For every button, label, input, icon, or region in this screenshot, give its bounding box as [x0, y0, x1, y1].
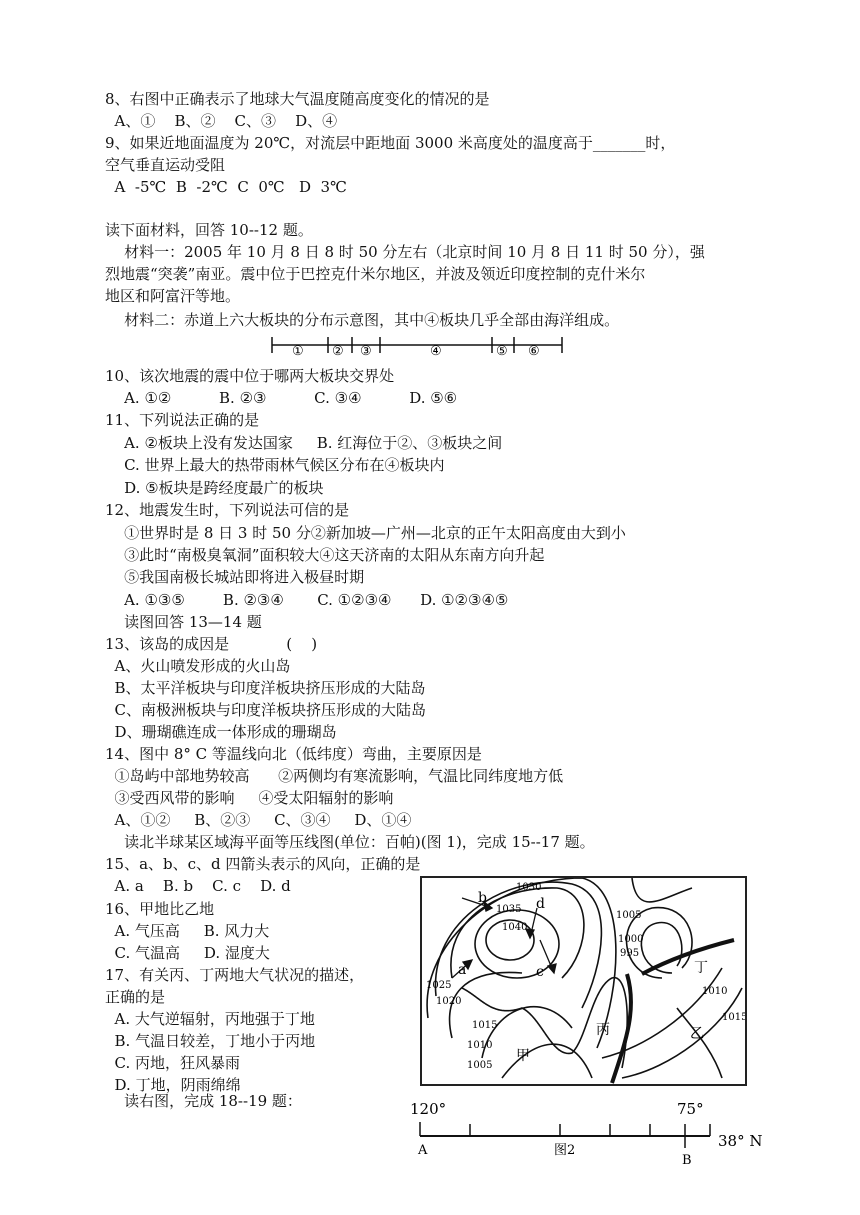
question-8-options: A、① B、② C、③ D、④: [105, 112, 338, 130]
plate-label-4: ④: [430, 344, 442, 359]
isobar-label: 1010: [467, 1040, 493, 1051]
question-9: 9、如果近地面温度为 20℃，对流层中距地面 3000 米高度处的温度高于_______时，: [105, 134, 676, 152]
isobar-label: 1010: [702, 986, 728, 997]
isobar-map: [420, 876, 747, 1086]
plate-label-3: ③: [360, 344, 372, 359]
question-12-line-1: ①世界时是 8 日 3 时 50 分②新加坡—广州—北京的正午太阳高度由大到小: [105, 524, 626, 542]
question-13-a: A、火山喷发形成的火山岛: [105, 657, 291, 675]
material-1-line-3: 地区和阿富汗等地。: [105, 287, 241, 305]
question-9-options: A -5℃ B -2℃ C 0℃ D 3℃: [105, 178, 347, 196]
question-17-cont: 正确的是: [105, 988, 166, 1006]
isobar-label: 1015: [472, 1020, 498, 1031]
question-8: 8、右图中正确表示了地球大气温度随高度变化的情况的是: [105, 90, 490, 108]
figure-2: [410, 1098, 790, 1168]
isobar-label: 1005: [616, 910, 642, 921]
question-17-d: D. 丁地，阴雨绵绵: [105, 1076, 241, 1094]
arrow-label-a: a: [458, 962, 467, 978]
plate-label-5: ⑤: [496, 344, 508, 359]
question-17-b: B. 气温日较差，丁地小于丙地: [105, 1032, 316, 1050]
question-9-cont: 空气垂直运动受阻: [105, 156, 226, 174]
question-16-cd: C. 气温高 D. 湿度大: [105, 944, 270, 962]
intro-10-12: 读下面材料，回答 10--12 题。: [105, 221, 313, 239]
lon-left-label: 120°: [410, 1100, 447, 1118]
question-12-options: A. ①③⑤ B. ②③④ C. ①②③④ D. ①②③④⑤: [105, 591, 509, 609]
latitude-label: 38° N: [718, 1132, 763, 1150]
isobar-label: 1015: [722, 1012, 745, 1023]
question-11: 11、下列说法正确的是: [105, 411, 260, 429]
question-14-line-1: ①岛屿中部地势较高 ②两侧均有寒流影响，气温比同纬度地方低: [105, 767, 564, 785]
place-label-yi: 乙: [690, 1026, 704, 1042]
plate-label-2: ②: [332, 344, 344, 359]
question-16: 16、甲地比乙地: [105, 900, 215, 918]
arrow-label-c: c: [536, 964, 544, 980]
lon-right-label: 75°: [677, 1100, 704, 1118]
question-11-d: D. ⑤板块是跨经度最广的板块: [105, 479, 324, 497]
question-13: 13、该岛的成因是 ( ): [105, 635, 318, 653]
arrow-label-d: d: [536, 896, 545, 912]
question-17-a: A. 大气逆辐射，丙地强于丁地: [105, 1010, 315, 1028]
question-15-options: A. a B. b C. c D. d: [105, 877, 291, 895]
question-11-ab: A. ②板块上没有发达国家 B. 红海位于②、③板块之间: [105, 434, 503, 452]
figure-2-caption: 图2: [554, 1143, 576, 1158]
question-13-d: D、珊瑚礁连成一体形成的珊瑚岛: [105, 723, 337, 741]
material-2: 材料二：赤道上六大板块的分布示意图，其中④板块几乎全部由海洋组成。: [105, 311, 620, 329]
place-label-ding: 丁: [694, 960, 708, 976]
question-14-line-2: ③受西风带的影响 ④受太阳辐射的影响: [105, 789, 394, 807]
intro-13-14: 读图回答 13—14 题: [105, 613, 262, 631]
isobar-label: 1040: [502, 922, 528, 933]
question-14-options: A、①② B、②③ C、③④ D、①④: [105, 811, 412, 829]
arrow-label-b: b: [478, 890, 487, 906]
isobar-label: 1035: [496, 904, 522, 915]
place-label-bing: 丙: [596, 1022, 610, 1038]
question-13-b: B、太平洋板块与印度洋板块挤压形成的大陆岛: [105, 679, 426, 697]
question-13-c: C、南极洲板块与印度洋板块挤压形成的大陆岛: [105, 701, 427, 719]
isobar-label: 1025: [426, 980, 452, 991]
question-16-ab: A. 气压高 B. 风力大: [105, 922, 270, 940]
point-b-label: B: [682, 1153, 692, 1168]
question-12-line-3: ⑤我国南极长城站即将进入极昼时期: [105, 568, 365, 586]
question-15: 15、a、b、c、d 四箭头表示的风向，正确的是: [105, 855, 421, 873]
question-10-options: A. ①② B. ②③ C. ③④ D. ⑤⑥: [105, 389, 458, 407]
plate-label-1: ①: [292, 344, 304, 359]
question-12: 12、地震发生时，下列说法可信的是: [105, 501, 350, 519]
plate-label-6: ⑥: [528, 344, 540, 359]
intro-15-17: 读北半球某区域海平面等压线图(单位：百帕)(图 1)，完成 15--17 题。: [105, 833, 595, 851]
plate-diagram: [270, 333, 570, 359]
point-a-label: A: [418, 1143, 428, 1158]
place-label-jia: 甲: [516, 1048, 530, 1064]
question-12-line-2: ③此时“南极臭氧洞”面积较大④这天济南的太阳从东南方向升起: [105, 546, 545, 564]
question-17: 17、有关丙、丁两地大气状况的描述，: [105, 966, 365, 984]
isobar-label: 995: [620, 948, 640, 959]
material-1-line-1: 材料一：2005 年 10 月 8 日 8 时 50 分左右（北京时间 10 月 8 日 11 时 50 分），强: [105, 243, 705, 261]
isobar-label: 1030: [516, 882, 542, 893]
isobar-label: 1020: [436, 996, 462, 1007]
isobar-label: 1005: [467, 1060, 493, 1071]
question-17-c: C. 丙地，狂风暴雨: [105, 1054, 241, 1072]
question-10: 10、该次地震的震中位于哪两大板块交界处: [105, 367, 395, 385]
material-1-line-2: 烈地震“突袭”南亚。震中位于巴控克什米尔地区，并波及领近印度控制的克什米尔: [105, 265, 646, 283]
isobar-label: 1000: [618, 934, 644, 945]
question-11-c: C. 世界上最大的热带雨林气候区分布在④板块内: [105, 456, 445, 474]
question-14: 14、图中 8° C 等温线向北（低纬度）弯曲，主要原因是: [105, 745, 482, 763]
intro-18-19: 读右图，完成 18--19 题：: [105, 1092, 302, 1110]
